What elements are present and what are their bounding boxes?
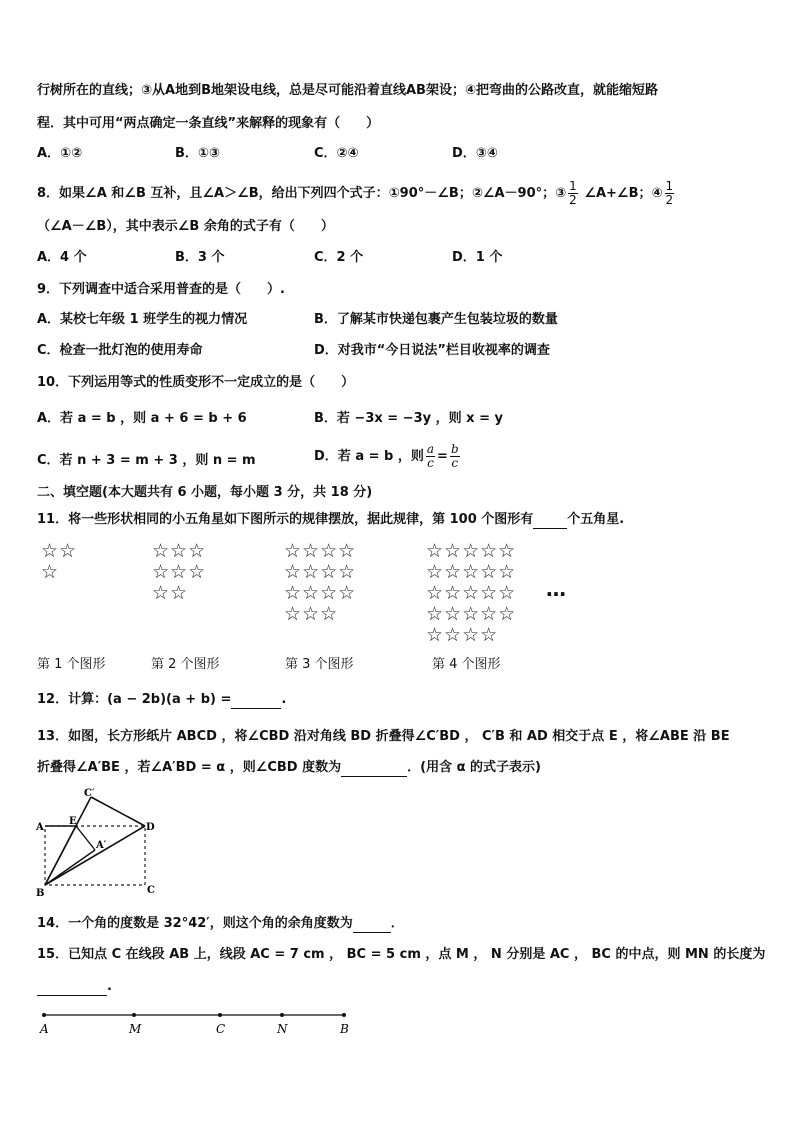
q13-line2-post: ．(用含 α 的式子表示) — [407, 760, 541, 775]
q14-post: ． — [390, 916, 404, 931]
label-a: A — [36, 822, 44, 833]
star-row: ☆☆☆☆ — [284, 561, 357, 583]
q7-line2: 程．其中可用“两点确定一条直线”来解释的现象有（ ） — [37, 116, 380, 131]
star-row: ☆☆☆☆☆ — [426, 582, 517, 604]
star-row: ☆ — [41, 561, 60, 583]
star-row: ☆☆☆☆ — [284, 540, 357, 562]
q15-answer-blank[interactable] — [37, 981, 107, 996]
q8-option-b: B．3 个 — [175, 250, 225, 265]
point-b — [342, 1013, 346, 1017]
label-point-n: N — [277, 1022, 288, 1036]
q8-stem — [37, 180, 676, 207]
star-figure-3 — [284, 541, 356, 625]
q12-post: . — [281, 692, 287, 707]
q10-option-d-prefix: D．若 a = b ，则 — [314, 449, 424, 464]
label-d: D — [146, 822, 155, 833]
star-row: ☆☆ — [152, 582, 189, 604]
star-row: ☆☆☆ — [152, 561, 207, 583]
label-point-m: M — [129, 1022, 142, 1036]
q7-option-c: C．②④ — [314, 146, 359, 161]
q12-pre: 12．计算：(a − 2b)(a + b) = — [37, 692, 232, 707]
q10-option-d — [314, 443, 462, 470]
q15-line1: 15．已知点 C 在线段 AB 上，线段 AC = 7 cm ， BC = 5 cm ，点 M ， N 分别是 AC ， BC 的中点，则 MN 的长度为 — [37, 947, 766, 962]
star-row: ☆☆☆ — [152, 540, 207, 562]
q7-line1: 行树所在的直线；③从A地到B地架设电线，总是尽可能沿着直线AB架设；④把弯曲的公路改直，就能缩短路 — [37, 83, 658, 98]
label-point-b: B — [340, 1022, 349, 1036]
q13-answer-blank[interactable] — [341, 762, 407, 777]
q9-option-a: A．某校七年级 1 班学生的视力情况 — [37, 312, 248, 327]
q8-option-d: D．1 个 — [452, 250, 503, 265]
label-b: B — [36, 888, 45, 898]
q9-option-b: B．了解某市快递包裹产生包装垃圾的数量 — [314, 312, 558, 327]
q10-option-b: B．若 −3x = −3y ，则 x = y — [314, 411, 503, 426]
q15-line2 — [37, 978, 112, 996]
q12-stem — [37, 691, 286, 709]
segment-ba-prime — [45, 850, 95, 885]
star-row: ☆☆☆☆☆ — [426, 561, 517, 583]
label-e: E — [69, 816, 77, 827]
q13-line2-pre: 折叠得∠A′BE ，若∠A′BD = α ，则∠CBD 度数为 — [37, 760, 342, 775]
q8-option-c: C．2 个 — [314, 250, 364, 265]
segment-cpd — [91, 797, 145, 826]
q8-fraction-2: $\frac{1}{2}$ — [665, 179, 674, 207]
star-row: ☆☆ — [41, 540, 78, 562]
star-row: ☆☆☆☆ — [426, 624, 499, 646]
figure-caption-4: 第 4 个图形 — [432, 657, 501, 672]
label-point-c: C — [216, 1022, 226, 1036]
figure-caption-1: 第 1 个图形 — [37, 657, 106, 672]
label-a-prime: A′ — [96, 840, 107, 851]
q9-option-c: C．检查一批灯泡的使用寿命 — [37, 343, 203, 358]
star-row: ☆☆☆☆ — [284, 582, 357, 604]
q14-pre: 14．一个角的度数是 32°42′，则这个角的余角度数为 — [37, 916, 353, 931]
q11-stem-post: 个五角星. — [567, 512, 625, 527]
q10-fraction-a-over-c: $\frac{a}{c}$ — [426, 442, 435, 470]
q10-option-c: C．若 n + 3 = m + 3 ，则 n = m — [37, 453, 256, 468]
q10-fraction-b-over-c: $\frac{b}{c}$ — [450, 442, 459, 470]
section-2-heading: 二、填空题(本大题共有 6 小题，每小题 3 分，共 18 分) — [37, 485, 373, 500]
q11-stem — [37, 511, 624, 529]
figure-caption-2: 第 2 个图形 — [151, 657, 220, 672]
q11-stem-pre: 11．将一些形状相同的小五角星如下图所示的规律摆放，据此规律，第 100 个图形有 — [37, 512, 534, 527]
q7-option-b: B．①③ — [175, 146, 220, 161]
label-c: C — [147, 885, 155, 896]
star-row: ☆☆☆ — [284, 603, 339, 625]
q12-answer-blank[interactable] — [231, 694, 281, 709]
q13-line1: 13．如图，长方形纸片 ABCD ，将∠CBD 沿对角线 BD 折叠得∠C′BD ， C′B 和 AD 相交于点 E ，将∠ABE 沿 BE — [37, 729, 730, 744]
q10-equals: = — [437, 449, 448, 464]
star-ellipsis: … — [546, 577, 566, 601]
q14-answer-blank[interactable] — [353, 918, 391, 933]
star-figure-1 — [41, 541, 77, 583]
point-c — [218, 1013, 222, 1017]
star-figure-2 — [152, 541, 206, 604]
point-n — [280, 1013, 284, 1017]
label-c-prime: C′ — [84, 788, 95, 799]
q7-option-d: D．③④ — [452, 146, 498, 161]
q8-option-a: A．4 个 — [37, 250, 87, 265]
point-a — [42, 1013, 46, 1017]
star-row: ☆☆☆☆☆ — [426, 540, 517, 562]
q9-option-d: D．对我市“今日说法”栏目收视率的调查 — [314, 343, 550, 358]
point-m — [132, 1013, 136, 1017]
q15-line2-post: . — [107, 979, 112, 994]
q8-part2: ∠A+∠B；④ — [584, 186, 663, 201]
q9-stem: 9．下列调查中适合采用普查的是（ ）. — [37, 282, 285, 297]
q10-stem: 10．下列运用等式的性质变形不一定成立的是（ ） — [37, 375, 355, 390]
figure-caption-3: 第 3 个图形 — [285, 657, 354, 672]
star-figure-4 — [426, 541, 516, 646]
label-point-a: A — [40, 1022, 49, 1036]
segment-diagram — [36, 1005, 366, 1041]
q8-line2: （∠A－∠B），其中表示∠B 余角的式子有（ ） — [37, 219, 334, 234]
q14-stem — [37, 915, 404, 933]
q13-line2 — [37, 759, 541, 777]
q10-option-a: A．若 a = b ，则 a + 6 = b + 6 — [37, 411, 247, 426]
fold-diagram — [33, 788, 163, 898]
q11-answer-blank[interactable] — [533, 514, 567, 529]
segment-ea-prime — [76, 826, 95, 850]
star-row: ☆☆☆☆☆ — [426, 603, 517, 625]
q8-part1: 8．如果∠A 和∠B 互补，且∠A＞∠B，给出下列四个式子：①90°－∠B；②∠A－90°；③ — [37, 186, 567, 201]
q7-option-a: A．①② — [37, 146, 83, 161]
q8-fraction-1: $\frac{1}{2}$ — [569, 179, 577, 207]
